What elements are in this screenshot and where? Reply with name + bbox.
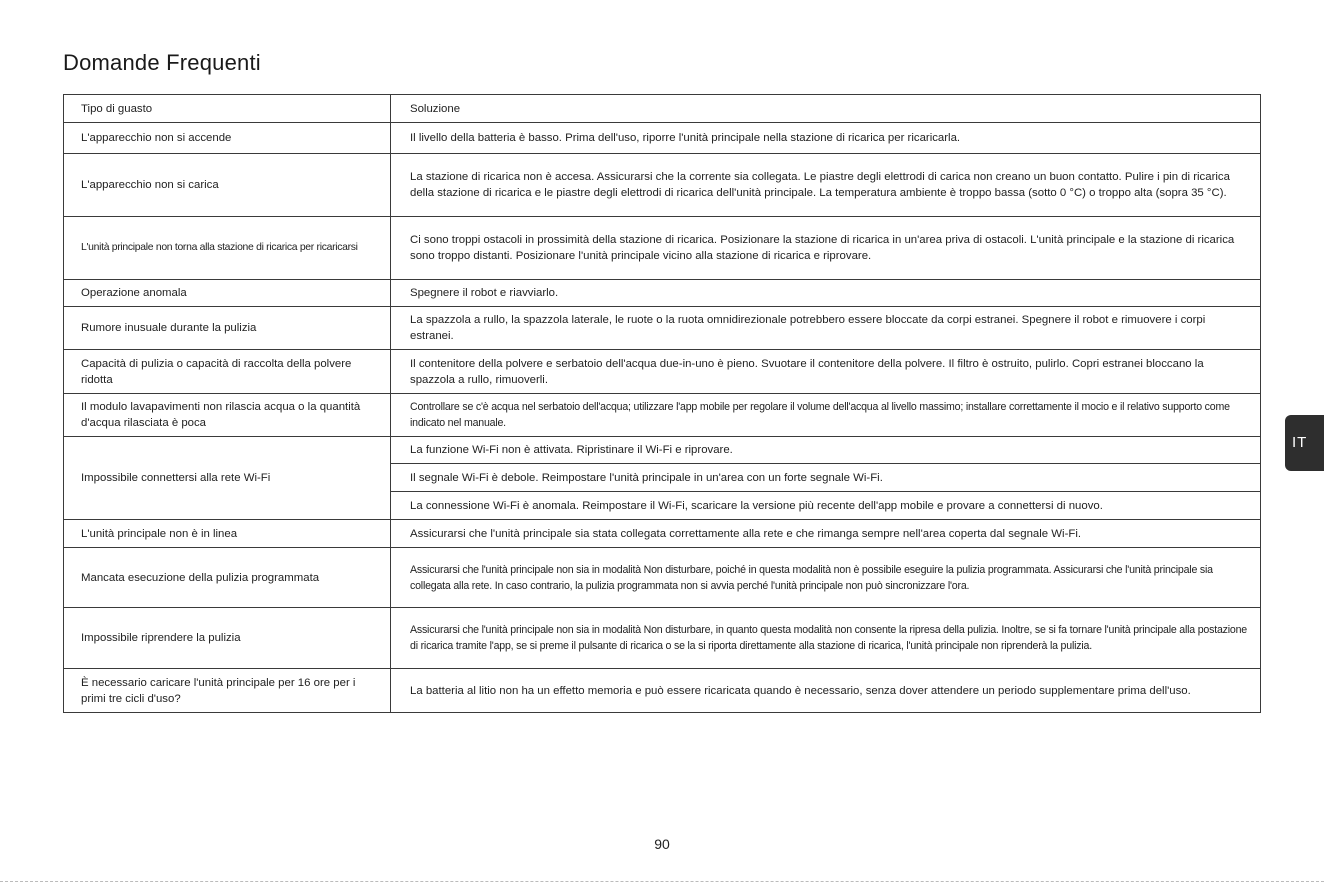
solution-cell: La connessione Wi-Fi è anomala. Reimpostare il Wi-Fi, scaricare la versione più recente dell'app mobile e provare a connettersi di nuovo. <box>391 492 1261 520</box>
issue-cell: L'apparecchio non si carica <box>64 154 391 217</box>
solution-cell: Assicurarsi che l'unità principale non sia in modalità Non disturbare, in quanto questa modalità non consente la ripresa della pulizia. Inoltre, se si fa tornare l'unità principale alla postazione di ricarica tramite l'app, se si preme il pulsante di ricarica o se la si riporta direttamente alla stazione di ricarica, l'unità principale non riprenderà la pulizia. <box>391 608 1261 669</box>
table-row <box>64 123 1261 154</box>
table-row <box>64 520 1261 548</box>
table-row <box>64 394 1261 437</box>
issue-cell: Capacità di pulizia o capacità di raccolta della polvere ridotta <box>64 350 391 394</box>
table-row <box>64 608 1261 669</box>
header-solution: Soluzione <box>391 95 1261 123</box>
solution-cell: La stazione di ricarica non è accesa. Assicurarsi che la corrente sia collegata. Le piastre degli elettrodi di carica non creano un buon contatto. Pulire i pin di ricarica della stazione di ricarica e le piastre degli elettrodi di ricarica dell'unità principale. La temperatura ambiente è troppo bassa (sotto 0 °C) o troppo alta (sopra 35 °C). <box>391 154 1261 217</box>
solution-cell: Il contenitore della polvere e serbatoio dell'acqua due-in-uno è pieno. Svuotare il contenitore della polvere. Il filtro è ostruito, pulirlo. Copri estranei bloccano la spazzola a rullo, rimuoverli. <box>391 350 1261 394</box>
issue-cell: Rumore inusuale durante la pulizia <box>64 307 391 350</box>
issue-cell: Impossibile riprendere la pulizia <box>64 608 391 669</box>
issue-cell: È necessario caricare l'unità principale per 16 ore per i primi tre cicli d'uso? <box>64 669 391 713</box>
solution-cell: Il segnale Wi-Fi è debole. Reimpostare l'unità principale in un'area con un forte segnale Wi-Fi. <box>391 464 1261 492</box>
page-number: 90 <box>654 836 670 852</box>
page-bottom-divider <box>0 881 1324 882</box>
table-header-row <box>64 95 1261 123</box>
table-row <box>64 217 1261 280</box>
table-row <box>64 669 1261 713</box>
table-row <box>64 548 1261 608</box>
table-row <box>64 154 1261 217</box>
issue-cell: L'apparecchio non si accende <box>64 123 391 154</box>
issue-cell: Operazione anomala <box>64 280 391 307</box>
table-row <box>64 280 1261 307</box>
issue-cell: Mancata esecuzione della pulizia programmata <box>64 548 391 608</box>
solution-cell: Ci sono troppi ostacoli in prossimità della stazione di ricarica. Posizionare la stazione di ricarica in un'area priva di ostacoli. L'unità principale e la stazione di ricarica sono troppo distanti. Posizionare l'unità principale vicino alla stazione di ricarica e riprovare. <box>391 217 1261 280</box>
table-row <box>64 437 1261 464</box>
header-issue: Tipo di guasto <box>64 95 391 123</box>
issue-cell: Impossibile connettersi alla rete Wi-Fi <box>64 437 391 520</box>
solution-cell: La batteria al litio non ha un effetto memoria e può essere ricaricata quando è necessario, senza dover attendere un periodo supplementare prima dell'uso. <box>391 669 1261 713</box>
solution-cell: Spegnere il robot e riavviarlo. <box>391 280 1261 307</box>
solution-cell: Controllare se c'è acqua nel serbatoio dell'acqua; utilizzare l'app mobile per regolare il volume dell'acqua al livello massimo; installare correttamente il mocio e il relativo supporto come indicato nel manuale. <box>391 394 1261 437</box>
solution-cell: La spazzola a rullo, la spazzola laterale, le ruote o la ruota omnidirezionale potrebbero essere bloccate da corpi estranei. Spegnere il robot e rimuovere i corpi estranei. <box>391 307 1261 350</box>
page-title: Domande Frequenti <box>63 50 261 75</box>
solution-cell: Assicurarsi che l'unità principale non sia in modalità Non disturbare, poiché in questa modalità non è possibile eseguire la pulizia programmata. Assicurarsi che l'unità principale sia collegata alla rete. In caso contrario, la pulizia programmata non si avvia perché l'unità principale non può sincronizzare l'ora. <box>391 548 1261 608</box>
faq-table <box>63 94 1261 713</box>
solution-cell: La funzione Wi-Fi non è attivata. Ripristinare il Wi-Fi e riprovare. <box>391 437 1261 464</box>
solution-cell: Il livello della batteria è basso. Prima dell'uso, riporre l'unità principale nella stazione di ricarica per ricaricarla. <box>391 123 1261 154</box>
table-row <box>64 350 1261 394</box>
issue-cell: Il modulo lavapavimenti non rilascia acqua o la quantità d'acqua rilasciata è poca <box>64 394 391 437</box>
solution-cell: Assicurarsi che l'unità principale sia stata collegata correttamente alla rete e che rimanga sempre nell'area coperta dal segnale Wi-Fi. <box>391 520 1261 548</box>
issue-cell: L'unità principale non torna alla stazione di ricarica per ricaricarsi <box>64 217 391 280</box>
language-label: IT <box>1292 434 1308 451</box>
issue-cell: L'unità principale non è in linea <box>64 520 391 548</box>
table-row <box>64 307 1261 350</box>
language-tab <box>1285 415 1324 471</box>
